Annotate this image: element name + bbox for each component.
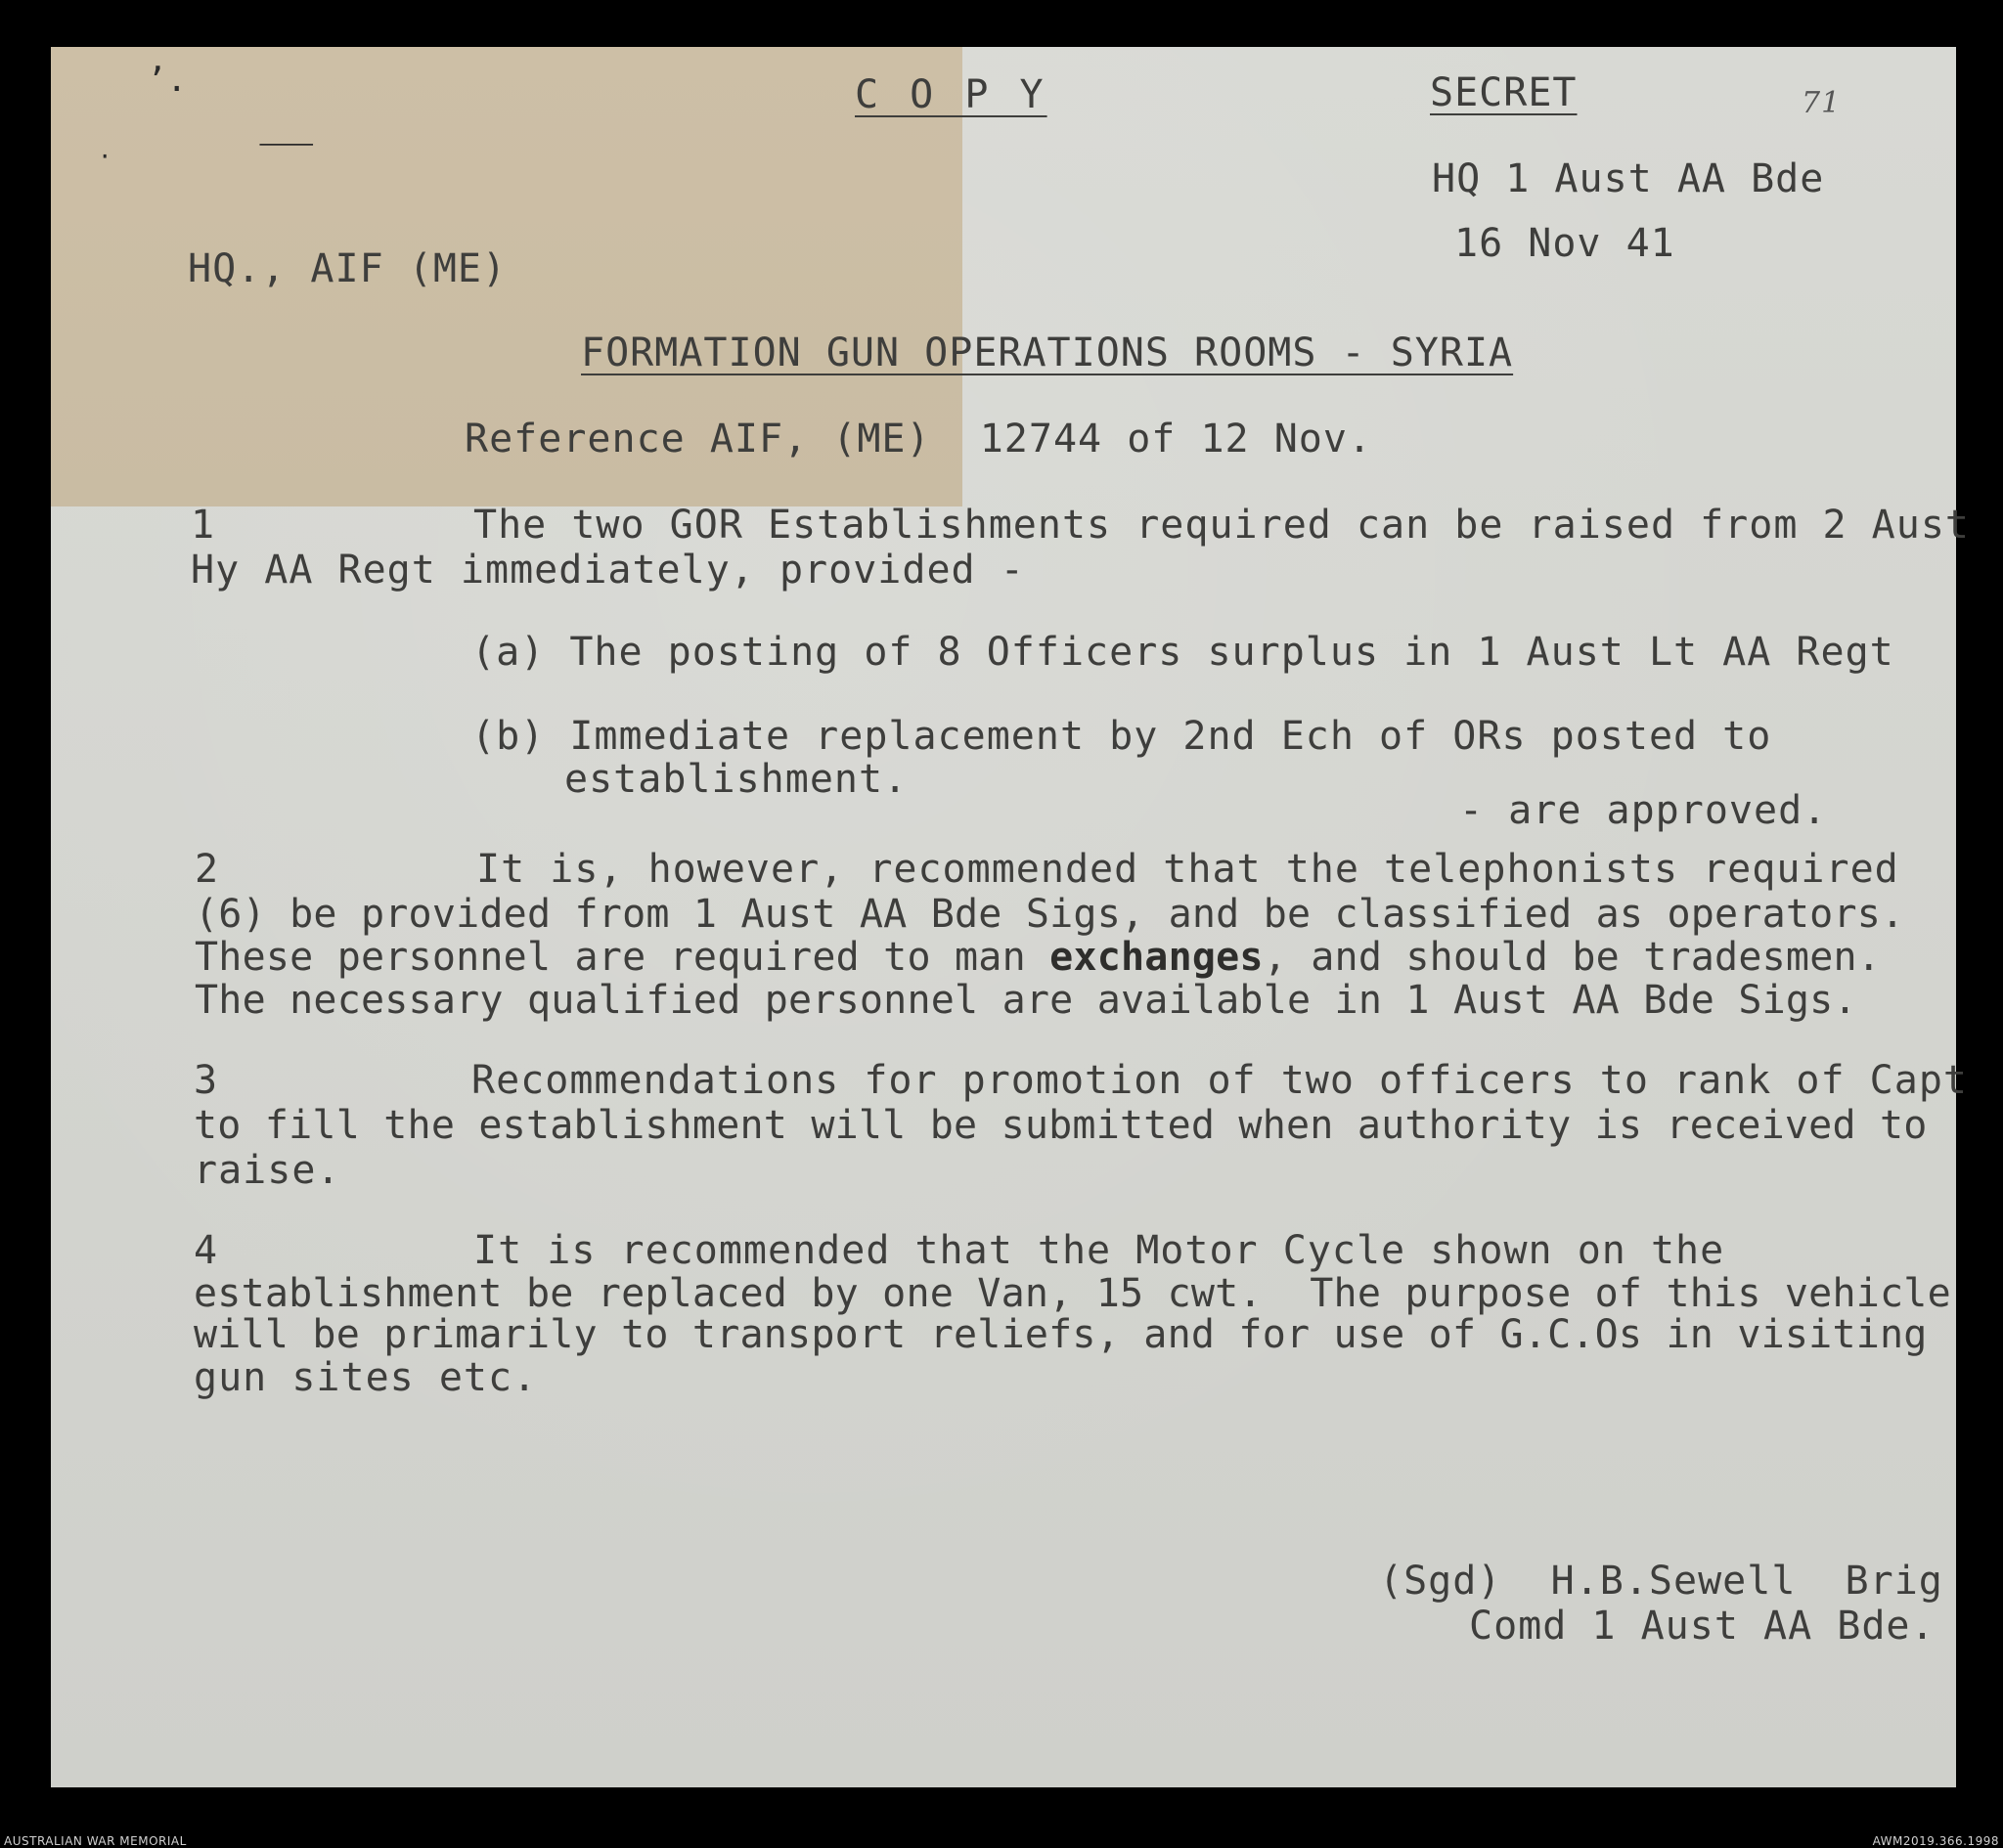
paragraph-text-segment: These personnel are required to man	[195, 935, 1050, 980]
document-sheet	[51, 47, 1971, 1787]
paragraph-text: It is recommended that the Motor Cycle shown on the	[473, 1228, 1725, 1273]
handwritten-folio-number: 71	[1802, 86, 1842, 120]
paragraph-text: Recommendations for promotion of two officers to rank of Capt	[471, 1058, 1969, 1103]
paragraph-text: (6) be provided from 1 Aust AA Bde Sigs, and be classified as operators.	[195, 892, 1905, 937]
archive-credit: AUSTRALIAN WAR MEMORIAL	[4, 1834, 187, 1848]
addressee: HQ., AIF (ME)	[188, 246, 508, 291]
copy-heading: C O P Y	[855, 72, 1047, 117]
document-title: FORMATION GUN OPERATIONS ROOMS - SYRIA	[581, 330, 1514, 375]
ink-mark: ⸺	[258, 123, 315, 162]
signatory-title: Comd 1 Aust AA Bde.	[1469, 1604, 1936, 1649]
paragraph-text: The two GOR Establishments required can be raised from 2 Aust	[473, 503, 1971, 548]
paragraph-text	[195, 935, 1881, 980]
list-item: (a) The posting of 8 Officers surplus in 1 Aust Lt AA Regt	[471, 630, 1894, 675]
sender-unit: HQ 1 Aust AA Bde	[1432, 156, 1825, 201]
archive-accession-number: AWM2019.366.1998	[1872, 1834, 1999, 1848]
list-item: establishment.	[564, 757, 909, 802]
signature-line: (Sgd) H.B.Sewell Brig	[1379, 1559, 1943, 1604]
paragraph-text: will be primarily to transport reliefs, and for use of G.C.Os in visiting	[194, 1312, 1928, 1357]
paragraph-text: The necessary qualified personnel are available in 1 Aust AA Bde Sigs.	[195, 978, 1857, 1023]
ink-mark: ʼ.	[147, 61, 187, 100]
paragraph-text: It is, however, recommended that the telephonists required	[476, 847, 1899, 892]
emphasized-word: exchanges	[1049, 935, 1264, 980]
paragraph-number: 4	[194, 1228, 219, 1273]
approval-note: - are approved.	[1459, 788, 1828, 833]
classification-label: SECRET	[1430, 70, 1578, 115]
document-date: 16 Nov 41	[1454, 221, 1675, 266]
paragraph-text: Hy AA Regt immediately, provided -	[191, 548, 1025, 593]
list-item: (b) Immediate replacement by 2nd Ech of ORs posted to	[471, 714, 1772, 759]
reference-line: Reference AIF, (ME) 12744 of 12 Nov.	[465, 417, 1373, 462]
paragraph-number: 2	[195, 847, 220, 892]
paragraph-text: raise.	[194, 1148, 341, 1193]
paragraph-number: 3	[194, 1058, 219, 1103]
paragraph-number: 1	[191, 503, 216, 548]
paragraph-text: gun sites etc.	[194, 1355, 538, 1400]
ink-mark: ·	[98, 143, 112, 170]
paragraph-text: to fill the establishment will be submitted when authority is received to	[194, 1103, 1928, 1148]
paragraph-text-segment: , and should be tradesmen.	[1263, 935, 1882, 980]
paragraph-text: establishment be replaced by one Van, 15 cwt. The purpose of this vehicle	[194, 1271, 1951, 1316]
